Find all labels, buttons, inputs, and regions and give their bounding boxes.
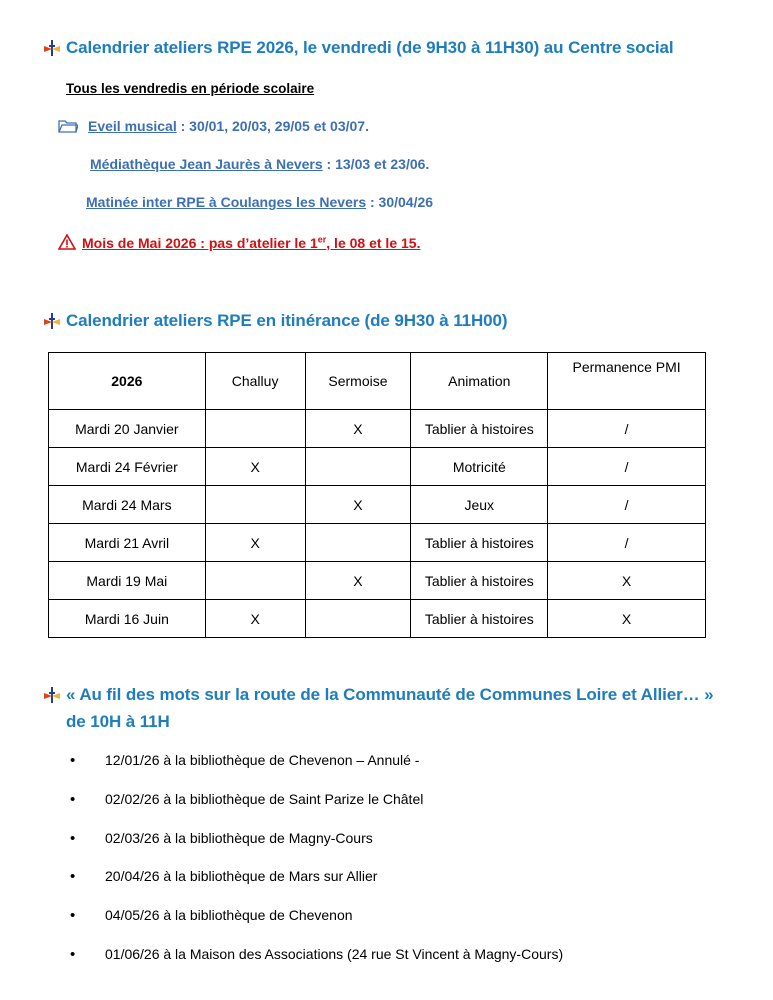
table-cell <box>305 448 411 486</box>
list-item-text: 02/02/26 à la bibliothèque de Saint Parize le Châtel <box>105 790 424 807</box>
section3-title-line2: de 10H à 11H <box>66 712 170 731</box>
may-warning <box>58 234 420 253</box>
table-cell <box>205 410 305 448</box>
table-header-cell: Animation <box>411 353 548 410</box>
list-item-text: 01/06/26 à la Maison des Associations (24 rue St Vincent à Magny-Cours) <box>105 945 564 962</box>
bullet-icon: • <box>70 868 76 886</box>
list-item-text: 04/05/26 à la bibliothèque de Chevenon <box>105 907 353 924</box>
table-cell: Tablier à histoires <box>411 600 548 638</box>
bullet-icon: • <box>70 907 76 925</box>
table-row <box>49 524 706 562</box>
eveil-musical-link[interactable]: Eveil musical <box>88 118 177 134</box>
table-row <box>49 562 706 600</box>
list-item <box>70 748 563 787</box>
may-warning-text-post: , le 08 et le 15. <box>326 235 421 251</box>
table-cell <box>305 524 411 562</box>
list-item <box>70 864 563 903</box>
table-cell: Mardi 21 Avril <box>49 524 206 562</box>
list-item <box>70 942 563 981</box>
section1-title-row <box>44 38 674 61</box>
section3-title-row <box>44 685 713 708</box>
table-cell: Tablier à histoires <box>411 524 548 562</box>
itinerance-table <box>48 352 706 638</box>
table-header-cell: Challuy <box>205 353 305 410</box>
table-cell: X <box>305 562 411 600</box>
table-cell: X <box>548 600 706 638</box>
table-cell: X <box>205 524 305 562</box>
mediatheque-dates: : 13/03 et 23/06. <box>322 156 430 172</box>
bullet-icon: • <box>70 752 76 769</box>
may-warning-sup: er <box>317 234 327 245</box>
table-cell: Mardi 20 Janvier <box>49 410 206 448</box>
warning-triangle-icon <box>58 234 76 253</box>
section1-title: Calendrier ateliers RPE 2026, le vendredi (de 9H30 à 11H30) au Centre social <box>66 38 674 57</box>
table-row <box>49 410 706 448</box>
table-cell: X <box>548 562 706 600</box>
section2-title: Calendrier ateliers RPE en itinérance (de 9H30 à 11H00) <box>66 311 508 330</box>
table-cell: Tablier à histoires <box>411 562 548 600</box>
list-item <box>70 903 563 942</box>
table-cell <box>205 562 305 600</box>
pin-marker-icon <box>44 313 60 334</box>
table-header-cell: 2026 <box>49 353 206 410</box>
table-cell: / <box>548 524 706 562</box>
table-row <box>49 600 706 638</box>
table-cell: / <box>548 486 706 524</box>
pin-marker-icon <box>44 687 60 708</box>
eveil-musical-dates: : 30/01, 20/03, 29/05 et 03/07. <box>176 118 369 134</box>
table-cell: Mardi 19 Mai <box>49 562 206 600</box>
bullet-icon: • <box>70 790 76 808</box>
table-cell: Jeux <box>411 486 548 524</box>
section1-subtitle: Tous les vendredis en période scolaire <box>66 81 315 96</box>
table-cell <box>305 600 411 638</box>
list-item-text: 12/01/26 à la bibliothèque de Chevenon – Annulé - <box>105 752 420 768</box>
bullet-icon: • <box>70 945 76 963</box>
mediatheque-link[interactable]: Médiathèque Jean Jaurès à Nevers <box>90 156 323 172</box>
table-cell: X <box>305 486 411 524</box>
matinee-line <box>86 194 433 210</box>
may-warning-text-pre: Mois de Mai 2026 : pas d’atelier le 1 <box>82 235 318 251</box>
folder-icon <box>58 118 78 137</box>
matinee-dates: : 30/04/26 <box>366 194 434 210</box>
table-header-cell: Permanence PMI <box>548 353 706 410</box>
table-header-row <box>49 353 706 410</box>
table-cell: Mardi 24 Février <box>49 448 206 486</box>
eveil-musical-line <box>58 118 369 137</box>
bullet-icon: • <box>70 829 76 847</box>
table-cell <box>205 486 305 524</box>
table-cell: / <box>548 448 706 486</box>
list-item <box>70 787 563 826</box>
table-cell: X <box>205 448 305 486</box>
mediatheque-line <box>90 156 429 172</box>
matinee-link[interactable]: Matinée inter RPE à Coulanges les Nevers <box>86 194 367 210</box>
table-cell: / <box>548 410 706 448</box>
table-cell: Mardi 16 Juin <box>49 600 206 638</box>
table-cell: Motricité <box>411 448 548 486</box>
table-cell: X <box>205 600 305 638</box>
section2-title-row <box>44 311 507 334</box>
list-item <box>70 826 563 865</box>
table-cell: Tablier à histoires <box>411 410 548 448</box>
list-item-text: 02/03/26 à la bibliothèque de Magny-Cours <box>105 829 373 846</box>
table-cell: X <box>305 410 411 448</box>
table-cell: Mardi 24 Mars <box>49 486 206 524</box>
section3-title-line1: « Au fil des mots sur la route de la Communauté de Communes Loire et Allier… » <box>66 685 714 704</box>
table-row <box>49 486 706 524</box>
table-header-cell: Sermoise <box>305 353 411 410</box>
table-row <box>49 448 706 486</box>
pin-marker-icon <box>44 40 60 61</box>
library-events-list <box>70 748 563 981</box>
list-item-text: 20/04/26 à la bibliothèque de Mars sur Allier <box>105 868 378 885</box>
